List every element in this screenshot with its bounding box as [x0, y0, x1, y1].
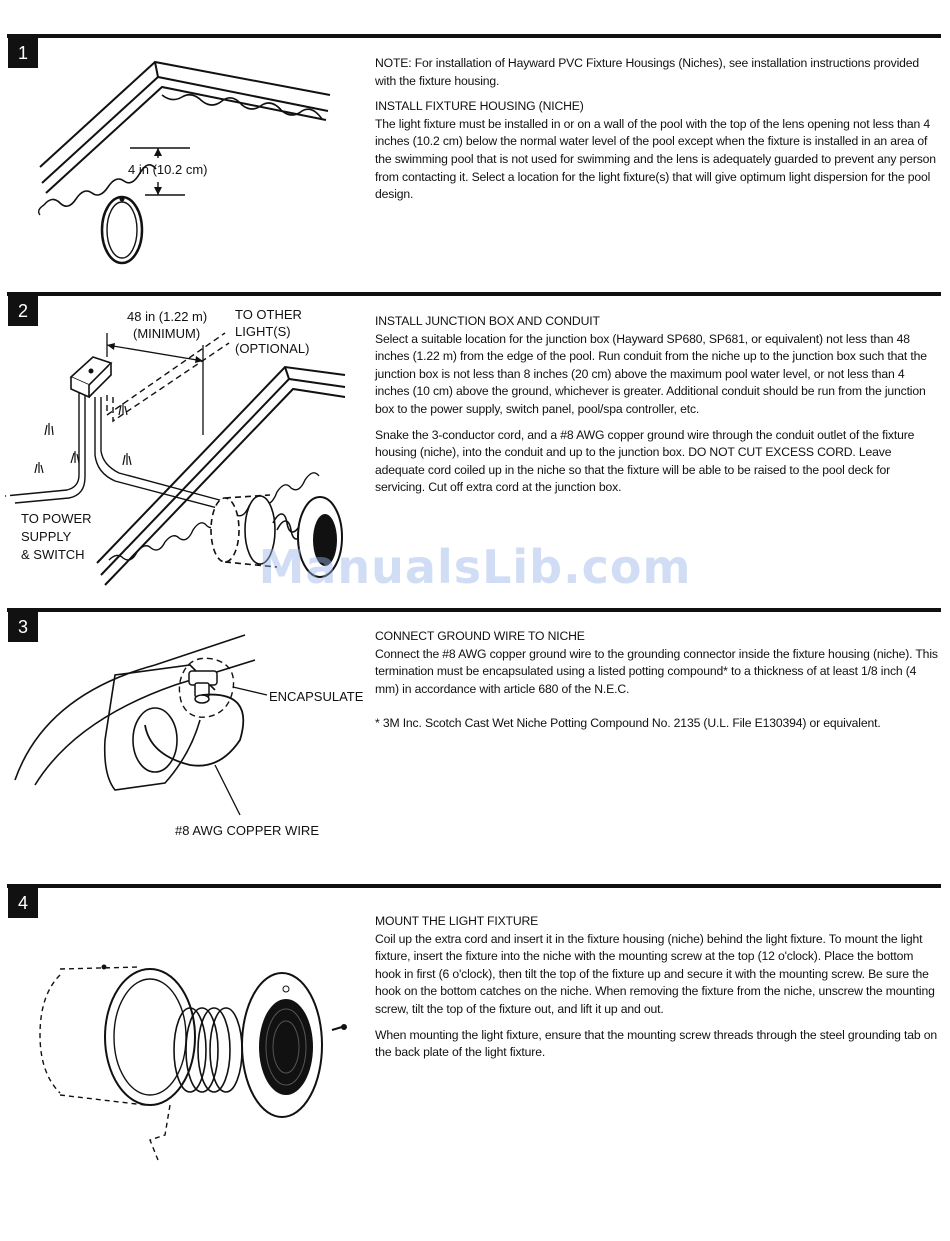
step-2-number: 2 [17, 300, 28, 321]
watermark: ManualsLib.com [258, 540, 692, 594]
step-3-rule [7, 608, 941, 612]
power-label-3: & SWITCH [21, 547, 85, 562]
step-1-number: 1 [17, 42, 28, 63]
step-1-rule [7, 34, 941, 38]
step-4-badge [8, 888, 38, 918]
step-1-note: NOTE: For installation of Hayward PVC Fixture Housings (Niches), see installation instructions provided with the fixture housing. [375, 56, 920, 88]
other-lights-label-1: TO OTHER [235, 307, 302, 322]
step-3-text [375, 628, 941, 741]
step-2-illustration [15, 305, 355, 585]
step-1-text [375, 55, 941, 212]
depth-label: 4 in (10.2 cm) [128, 162, 208, 177]
distance-label-2: (MINIMUM) [133, 326, 201, 341]
step-2-rule [7, 292, 941, 296]
step-3-illustration [15, 625, 364, 845]
step-3-footnote: * 3M Inc. Scotch Cast Wet Niche Potting Compound No. 2135 (U.L. File E130394) or equivalent. [375, 716, 881, 731]
step-3-heading: CONNECT GROUND WIRE TO NICHE [375, 629, 585, 643]
step-4-heading: MOUNT THE LIGHT FIXTURE [375, 914, 539, 928]
step-2-text [375, 313, 941, 505]
step-4-rule [7, 884, 941, 888]
step-4-number: 4 [17, 892, 28, 913]
step-2-body-2: Snake the 3-conductor cord, and a #8 AWG copper ground wire through the conduit outlet of the fixture housing (niche), into the conduit and up to the junction box. DO NOT CUT EXCESS CORD. Leave adequate cord coiled up in the niche so that the fixture will be able to be raised to the pool deck for servicing. Cut off extra cord at the junction box. [375, 427, 915, 495]
power-label-2: SUPPLY [21, 529, 72, 544]
step-1-illustration [30, 55, 350, 275]
step-2-heading: INSTALL JUNCTION BOX AND CONDUIT [375, 314, 600, 328]
encapsulate-label: ENCAPSULATE [269, 689, 364, 704]
power-label-1: TO POWER [21, 511, 92, 526]
step-1-heading: INSTALL FIXTURE HOUSING (NICHE) [375, 99, 584, 114]
other-lights-label-3: (OPTIONAL) [235, 341, 310, 356]
step-3-number: 3 [17, 616, 28, 637]
step-4-text [375, 913, 941, 1070]
distance-label-1: 48 in (1.22 m) [127, 309, 208, 324]
step-3-body: Connect the #8 AWG copper ground wire to the grounding connector inside the fixture housing (niche). This termination must be encapsulated using a listed potting compound* to a thickness of at least 1/8 inch (4 mm) in accordance with article 680 of the N.E.C. [375, 646, 938, 696]
copper-wire-label: #8 AWG COPPER WIRE [175, 823, 319, 838]
other-lights-label-2: LIGHT(S) [235, 324, 291, 339]
step-2-body-1: Select a suitable location for the junction box (Hayward SP680, SP681, or equivalent) not less than 48 inches (1.22 m) from the edge of the pool. Run conduit from the niche up to the junction box such that the junction box is not less than 8 inches (20 cm) above the maximum pool water level, or not less than 4 inches (10 cm) above the ground, whichever is greater. Additional conduit should be run from the junction box to the power supply, switch panel, pool/spa controller, etc. [375, 331, 927, 416]
step-4-illustration [30, 955, 360, 1165]
step-4-body-2: When mounting the light fixture, ensure that the mounting screw threads through the steel grounding tab on the back plate of the light fixture. [375, 1027, 938, 1060]
step-4-body-1: Coil up the extra cord and insert it in the fixture housing (niche) behind the light fixture. To mount the light fixture, insert the fixture into the niche with the mounting screw at the top (12 o'clock). Place the bottom hook in first (6 o'clock), then tilt the top of the fixture up and secure it with the mounting screw. Be sure the hook on the bottom catches on the niche. When removing the fixture from the niche, unscrew the mounting screw, tilt the top of the fixture out, and lift it up and out. [375, 931, 935, 1016]
step-1-body: The light fixture must be installed in or on a wall of the pool with the top of the lens opening not less than 4 inches (10.2 cm) below the normal water level of the pool except when the fixture is installed in an area of the swimming pool that is not used for swimming and the lens is adequately guarded to prevent any person from contacting it. Select a location for the light fixture(s) that will give optimum light dispersion for the pool design. [375, 116, 936, 202]
